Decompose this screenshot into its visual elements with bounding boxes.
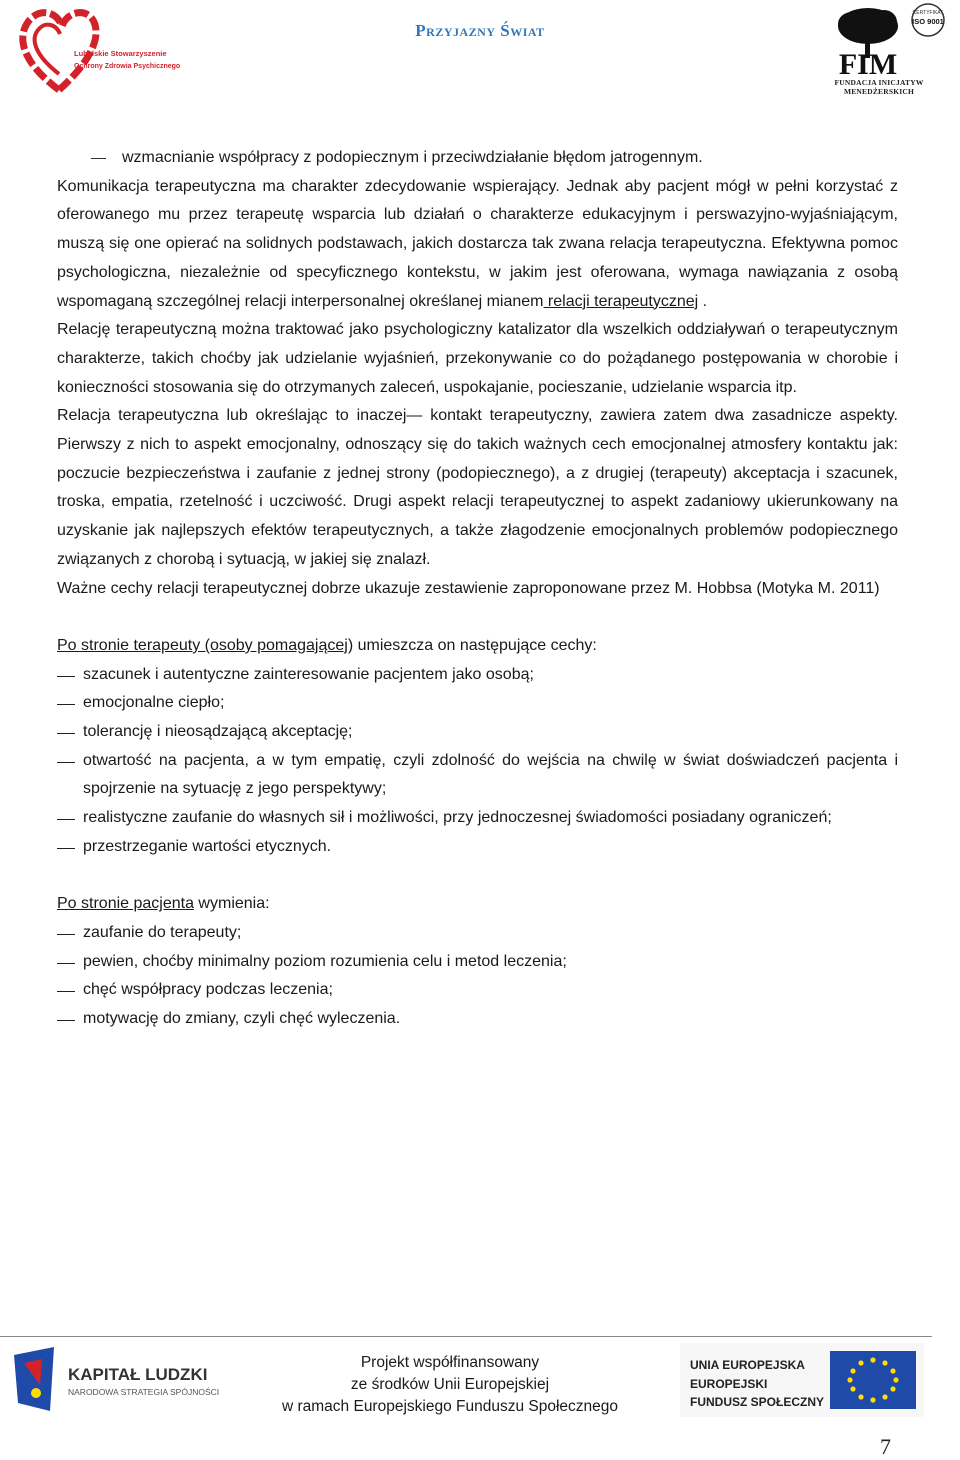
- footer-line-3: w ramach Europejskiego Funduszu Społecznego: [281, 1398, 619, 1415]
- patient-heading: [57, 890, 898, 919]
- document-body: [57, 144, 898, 1034]
- footer-line-1: Projekt współfinansowany: [360, 1354, 540, 1371]
- list-item-text: emocjonalne ciepło;: [83, 694, 225, 712]
- spacer: [57, 603, 898, 632]
- page-number: 7: [880, 1434, 891, 1459]
- paragraph-4: Ważne cechy relacji terapeutycznej dobrze ukazuje zestawienie zaproponowane przez M. Hobbsa (Motyka M. 2011): [57, 579, 880, 597]
- spacer: [57, 862, 898, 891]
- fim-caption: FUNDACJA INICJATYW MENEDŻERSKICH: [834, 78, 924, 96]
- ue-line-2: EUROPEJSKI: [690, 1377, 768, 1391]
- dash-marker: [57, 934, 75, 935]
- dash-line-1-text: wzmacnianie współpracy z podopiecznym i przeciwdziałanie błędom jatrogennym.: [122, 149, 703, 166]
- page-header: [0, 0, 960, 100]
- dash-marker: [57, 1020, 75, 1021]
- list-item: [57, 833, 898, 862]
- list-item-text: pewien, choćby minimalny poziom rozumienia celu i metod leczenia;: [83, 952, 567, 970]
- paragraph-1-end: .: [698, 292, 708, 310]
- kl-title: KAPITAŁ LUDZKI: [68, 1365, 208, 1384]
- iso-badge-text: ISO 9001: [912, 17, 944, 26]
- iso-badge-top: CERTYFIKAT: [912, 10, 944, 16]
- therapist-heading-underlined: Po stronie terapeuty (osoby pomagającej: [57, 636, 348, 654]
- list-item-text: otwartość na pacjenta, a w tym empatię, czyli zdolność do wejścia na chwilę w świat doświadczeń pacjenta i spojrzenie na sytuację z jego perspektywy;: [83, 751, 898, 798]
- paragraph-1: [57, 173, 898, 317]
- list-item: [57, 661, 898, 690]
- ue-line-1: UNIA EUROPEJSKA: [690, 1358, 805, 1372]
- dash-marker: [57, 848, 75, 849]
- dash-marker: [57, 676, 75, 677]
- dash-marker: [57, 991, 75, 992]
- fim-logo-text: FIM: [838, 48, 898, 81]
- list-item-text: tolerancję i nieosądzającą akceptację;: [83, 723, 353, 741]
- ue-line-3: FUNDUSZ SPOŁECZNY: [690, 1395, 825, 1409]
- therapist-heading: [57, 632, 898, 661]
- kapital-ludzki-logo-icon: [10, 1345, 250, 1417]
- page-header-title: Przyjazny Świat: [415, 21, 545, 40]
- iso-badge-icon: [912, 4, 944, 36]
- patient-heading-underlined: Po stronie pacjenta: [57, 895, 194, 913]
- list-item-text: motywację do zmiany, czyli chęć wyleczenia.: [83, 1010, 401, 1028]
- dash-marker: [91, 158, 106, 159]
- left-logo-line-1: Lubelskie Stowarzyszenie: [74, 49, 167, 58]
- list-item-text: chęć współpracy podczas leczenia;: [83, 981, 333, 999]
- list-item: [57, 1005, 898, 1034]
- footer-line-2: ze środków Unii Europejskiej: [350, 1376, 550, 1393]
- list-item: [57, 747, 898, 804]
- left-logo-line-2: Ochrony Zdrowia Psychicznego: [74, 63, 181, 70]
- list-item: [57, 804, 898, 833]
- list-item-text: szacunek i autentyczne zainteresowanie pacjentem jako osobą;: [83, 665, 534, 683]
- dash-marker: [57, 963, 75, 964]
- list-item-text: realistyczne zaufanie do własnych sił i możliwości, przy jednoczesnej świadomości posiadany ograniczeń;: [83, 809, 832, 827]
- patient-heading-rest: wymienia:: [193, 895, 270, 913]
- paragraph-1-text: Komunikacja terapeutyczna ma charakter zdecydowanie wspierający. Jednak aby pacjent mógł w pełni korzystać z oferowanego mu przez terapeutę wsparcia lub działań o charakterze edukacyjnym i perswazyjno-wyjaśniającym, muszą się one opierać na solidnych podstawach, jakich dostarcza tak zwana relacja terapeutyczna. Efektywna pomoc psychologiczna, niezależnie od specyficznego kontekstu, w jakim jest oferowana, wymaga nawiązania z osobą wspomaganą szczególnej relacji interpersonalnej określanej mianem: [57, 177, 898, 310]
- list-item: [57, 948, 898, 977]
- list-item: [57, 919, 898, 948]
- list-item: [57, 718, 898, 747]
- kl-subtitle: NARODOWA STRATEGIA SPÓJNOŚCI: [68, 1387, 220, 1397]
- paragraph-1-underlined: relacji terapeutycznej: [543, 292, 699, 310]
- dash-marker: [57, 819, 75, 820]
- list-item-text: zaufanie do terapeuty;: [83, 923, 242, 941]
- therapist-heading-rest: ) umieszcza on następujące cechy:: [347, 636, 597, 654]
- paragraph-2: Relację terapeutyczną można traktować jako psychologiczny katalizator dla wszelkich oddziaływań o terapeutycznym charakterze, takich choćby jak udzielanie wyjaśnień, przekonywanie co do pożądanego postępowania w chorobie i konieczności stosowania się do otrzymanych zaleceń, uspokajanie, pocieszanie, udzielanie wsparcia itp.: [57, 321, 898, 396]
- list-item-text: przestrzeganie wartości etycznych.: [83, 837, 332, 855]
- footer-text: [250, 1352, 650, 1418]
- footer-divider: [0, 1336, 932, 1337]
- dash-marker: [57, 762, 75, 763]
- dash-marker: [57, 733, 75, 734]
- list-item: [57, 976, 898, 1005]
- dash-marker: [57, 704, 75, 705]
- eu-flag-icon: [680, 1343, 924, 1417]
- paragraph-3: Relacja terapeutyczna lub określając to inaczej— kontakt terapeutyczny, zawiera zatem dwa zasadnicze aspekty. Pierwszy z nich to aspekt emocjonalny, odnoszący się do takich ważnych cech emocjonalnej atmosfery kontaktu jak: poczucie bezpieczeństwa i zaufanie z jednej strony (podopiecznego), a z drugiej (terapeuty) akceptacja i szacunek, troska, empatia, rzetelność i uczciwość. Drugi aspekt relacji terapeutycznej to aspekt zadaniowy ukierunkowany na uzyskanie jak najlepszych efektów terapeutycznych, a także złagodzenie emocjonalnych problemów podopiecznego związanych z chorobą i sytuacją, w jakiej się znalazł.: [57, 407, 898, 568]
- dash-line-1: [57, 144, 898, 173]
- list-item: [57, 689, 898, 718]
- heart-logo-icon: [14, 4, 181, 96]
